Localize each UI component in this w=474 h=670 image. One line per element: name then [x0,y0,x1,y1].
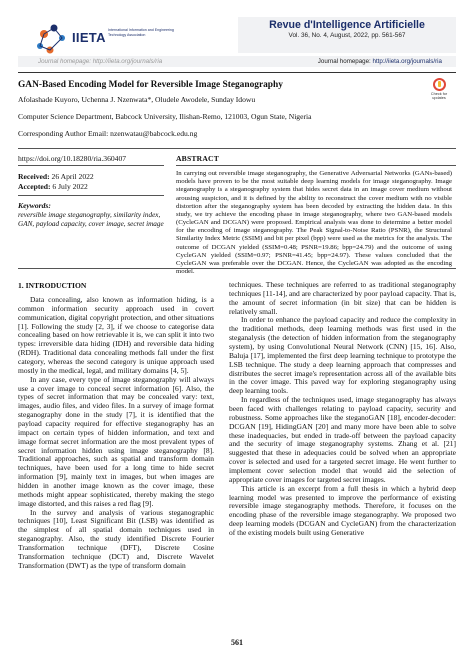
body-paragraph: Data concealing, also known as information hiding, is a common information security approach used in covert communication, digital copyright protection, and other situations [1]. Following the study [2, 3], if we choose to categorise data concealing based on how retrievable it is, we can split it into two types: irreversible data hiding (IDH) and reversible data hiding (RDH). Traditional data concealing methods fall under the first category, whereas the second category is unique approach used mostly in the medical, legal, and military domains [4, 5]. [18,295,214,375]
divider [18,148,456,149]
check-for-updates-badge[interactable] [424,78,454,104]
homepage-bar [18,56,456,67]
iieta-logo-icon [32,20,76,60]
divider [176,165,456,166]
received-line [18,172,94,182]
author-list: Afolashade Kuyoro, Uchenna J. Nzenwata*, Oludele Awodele, Sunday Idowu [18,95,256,104]
publisher-name: IIETA [72,30,106,45]
divider [18,165,164,166]
publisher-tagline: International Information and Engineering Technology Association [108,28,174,37]
update-check-icon [433,78,446,91]
body-paragraph: techniques. These techniques are referred to as traditional steganography techniques [11-14], and are characterized by poor payload capacity. That is, the amount of secret information (in bit size) that can be hidden is relatively small. [229,280,456,316]
section-heading: 1. INTRODUCTION [18,281,87,290]
volume-info: Vol. 36, No. 4, August, 2022, pp. 561-567 [288,32,406,39]
accepted-date: 6 July 2022 [52,181,88,191]
abstract-heading: ABSTRACT [176,154,219,163]
keywords-list: reversible image steganography, similarity index, GAN, payload capacity, cover image, secret image [18,211,164,228]
homepage-line [318,56,442,67]
body-paragraph: In any case, every type of image steganography will always use a cover image to conceal secret information [6]. Also, the types of secret information that may be concealed vary: text, images, audio files, and video files. In a survey of image format steganography done in the study [7], it is identified that the payload capacity required for effective steganography has an impact on certain types of hidden information, and text and image format secret information are the most prevalent types of secret information hidden using image steganography [8]. Traditional approaches, such as spatial and transform domain techniques, have been used for a long time to hide secret information [9], mainly text in images, but when images are hidden in another image known as the cover image, these methods might appear sophisticated, thereby making the stego image distorted, and this raises a red flag [9]. [18,374,214,508]
homepage-link[interactable]: http://iieta.org/journals/ria [372,58,442,65]
left-column [18,296,214,571]
received-date: 26 April 2022 [51,172,94,181]
header-divider [18,72,456,73]
body-paragraph: In order to enhance the payload capacity and reduce the complexity in the traditional methods, deep learning methods was first used in the steganalysis (the detection of hidden information from the steganography system), by using Convolutional Neural Network (CNN) [15, 16]. Also, Baluja [17], implemented the first deep learning technique to prototype the LSB technique. The study a deep learning approach that compresses and distributes the secret image's representation across all of the available bits in the cover image. This paved way for exploring steganography using deep learning tools. [229,315,456,396]
article-dates [18,172,94,191]
divider [18,268,456,269]
body-paragraph: In regardless of the techniques used, image steganography has always been faced with challenges relating to payload capacity, security and robustness. Some approaches like the steganoGAN [18], encoder-decoder: DCGAN [19], HidingGAN [20] and many more have been able to solve these inadequacies, but ended in trade-off between the payload capacity and the security of image steganography systems. Zhang et al. [21] suggested that these in adequacies could be solved when an appropriate cover is selected and used for a targeted secret image. He went further to implement cover selection model that would aid the selection of appropriate cover images for targeted secret images. [229,395,456,484]
right-column [229,281,456,538]
journal-title-box [238,17,456,53]
divider [18,195,164,196]
article-title: GAN-Based Encoding Model for Reversible Image Steganography [18,80,283,90]
abstract-text: In carrying out reversible image steganography, the Generative Adversarial Networks (GANs-based) models have proven to be the most suitable deep learning models for image steganography. Image steganography is a steganography system that hides secret data in an image cover medium without arousing suspicion, and it is defined by the ability to reconstruct the cover medium with no visible distortion after the steganography system has been decoded by extracting the hidden data. In this study, we try achieve the encoding phase in image steganography, where two GAN-based models (CycleGAN and DCGAN) were proposed. Empirical analysis was done to determine a better model for the encoding of image steganography. The Peak Signal-to-Noise Ratio (PSNR), the Structural Similarity Index Metric (SSIM) and bit per pixel (bpp) were used as the metrics for the analysis. The outcome of DCGAN yielded (SSIM=0.48; PSNR=19.86; bpp=24.79) and the outcome of using CycleGAN yielded (SSIM=0.97; PSNR=41.45; bpp=24.97). These values concluded that the CycleGAN was preferable over the DCGAN. Hence, the CycleGAN was adopted as the encoding model. [176,170,452,276]
affiliation: Computer Science Department, Babcock University, Ilishan-Remo, 121003, Ogun State, Nigeria [18,112,312,121]
body-paragraph: In the survey and analysis of various steganographic techniques [10], Least Significant Bit (LSB) was identified as the simplest of all spatial domain techniques used in steganography. Also, the study identified Discrete Fourier Transformation technique (DFT), Discrete Cosine Transformation technique (DCT) and, Discrete Wavelet Transformation (DWT) as the type of transform domain [18,507,214,570]
journal-title: Revue d'Intelligence Artificielle [269,19,425,31]
body-paragraph: This article is an excerpt from a full thesis in which a hybrid deep learning model was presented to improve the performance of existing reversible image steganography methods. Therefore, it focuses on the encoding phase of the reversible image steganography. We proposed two deep learning models (DCGAN and CycleGAN) from the characterization of the existing models built using Generative [229,483,456,538]
page-number: 561 [231,638,243,647]
accepted-line [18,182,94,192]
doi-link[interactable]: https://doi.org/10.18280/ria.360407 [18,154,127,163]
received-label: Received: [18,172,50,181]
corresponding-author: Corresponding Author Email: nzenwatau@babcock.edu.ng [18,129,198,138]
badge-label: Check for updates [430,92,448,101]
accepted-label: Accepted: [18,181,51,191]
homepage-label: Journal homepage: [317,58,371,65]
keywords-heading: Keywords: [18,201,51,210]
journal-header [18,14,456,72]
homepage-watermark: Journal homepage: http://iieta.org/journals/ria [38,58,163,65]
